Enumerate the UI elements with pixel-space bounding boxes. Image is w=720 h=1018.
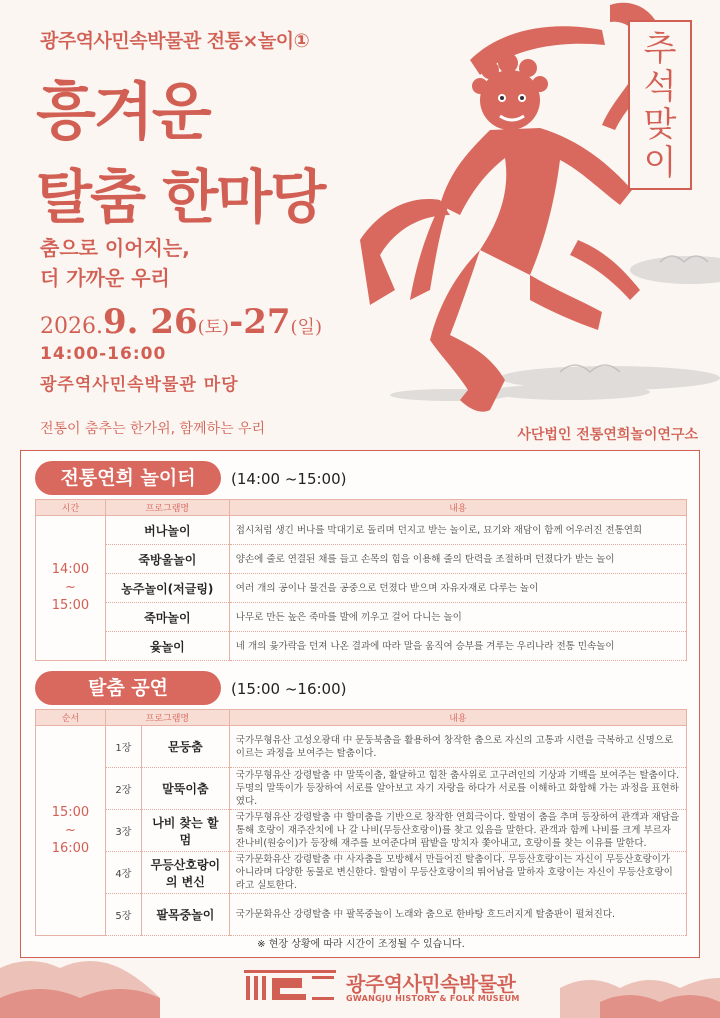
museum-logo-english: GWANGJU HISTORY & FOLK MUSEUM xyxy=(346,994,520,1003)
event-date xyxy=(40,302,322,342)
time-end: 16:00 xyxy=(51,840,90,856)
program-desc: 국가문화유산 강령탈춤 中 사자춤을 모방해서 만들어진 탈춤이다. 무등산호랑이는 자신이 무등산호랑이가 아니라며 다양한 동물로 변신한다. 할멈이 무등산호랑이의 뛰어남을 말하자 호랑이는 자신이 무등산호랑이라고 실토한다. xyxy=(229,852,686,894)
time-start: 14:00 xyxy=(51,562,90,577)
table-row xyxy=(36,516,687,545)
section1-header-row xyxy=(36,500,687,516)
date-dash: - xyxy=(229,302,244,342)
table-row xyxy=(36,768,687,810)
schedule-note: ※ 현장 상황에 따라 시간이 조정될 수 있습니다. xyxy=(257,939,465,950)
museum-logo-korean: 광주역사민속박물관 xyxy=(346,972,516,996)
title-line-2: 탈춤 한마당 xyxy=(36,163,325,231)
vertical-badge xyxy=(628,20,692,190)
section1-time: (14:00 ~15:00) xyxy=(231,470,347,488)
table-row xyxy=(36,574,687,603)
program-name: 나비 찾는 할멈 xyxy=(141,810,229,852)
program-name: 죽방울놀이 xyxy=(105,545,229,574)
table-row xyxy=(36,852,687,894)
section2-title: 탈춤 공연 xyxy=(35,671,221,705)
header-program: 프로그램명 xyxy=(105,710,229,726)
time-end: 15:00 xyxy=(51,598,90,613)
table-row xyxy=(36,726,687,768)
date-end-day: (일) xyxy=(290,317,322,338)
act-number: 4장 xyxy=(105,852,141,894)
program-desc: 국가무형유산 강령탈춤 中 말뚝이춤, 활달하고 힘찬 춤사위로 고구려인의 기상과 기백을 보여주는 탈춤이다. 두명의 말뚝이가 등장하여 서로를 알아보고 자기 자랑을 하다가 서로를 이해하고 화합해 가는 과정을 표현하였다. xyxy=(229,768,686,810)
event-series-subtitle: 광주역사민속박물관 전통×놀이① xyxy=(40,30,310,52)
program-desc: 양손에 줄로 연결된 채를 들고 손목의 힘을 이용해 줄의 탄력을 조절하며 던졌다가 받는 놀이 xyxy=(229,545,686,574)
act-number: 3장 xyxy=(105,810,141,852)
program-desc: 국가무형유산 고성오광대 中 문둥북춤을 활용하여 창작한 춤으로 자신의 고통과 시련을 극복하고 신명으로 이르는 과정을 보여주는 탈춤이다. xyxy=(229,726,686,768)
event-place: 광주역사민속박물관 마당 xyxy=(40,375,239,395)
museum-logo-icon xyxy=(242,968,338,1004)
header-content: 내용 xyxy=(229,500,686,516)
header-order: 순서 xyxy=(36,710,106,726)
header-time: 시간 xyxy=(36,500,106,516)
section2-time-cell xyxy=(36,726,106,936)
date-year: 2026. xyxy=(40,314,103,339)
program-name: 윷놀이 xyxy=(105,632,229,661)
program-desc: 국가무형유산 강령탈춤 中 할미춤을 기반으로 창작한 연희극이다. 할멈이 춤을 추며 등장하여 관객과 재담을 통해 호랑이 재주잔치에 나 갈 나비(무등산호랑이)를 찾고 있음을 말한다. 관객과 함께 나비를 크게 부르자 잔나비(원숭이)가 등장해 재주를 보여준다며 팝밭을 망치자 쫓아내고, 호랑이를 찾는 이유를 말한다. xyxy=(229,810,686,852)
program-desc: 여러 개의 공이나 물건을 공중으로 던졌다 받으며 자유자재로 다루는 놀이 xyxy=(229,574,686,603)
vertical-badge-text: 추석맞이 xyxy=(643,29,677,183)
program-name: 무등산호랑이의 변신 xyxy=(141,852,229,894)
program-name: 농주놀이(저글링) xyxy=(105,574,229,603)
act-number: 1장 xyxy=(105,726,141,768)
date-start-day: (토) xyxy=(197,317,230,338)
act-number: 2장 xyxy=(105,768,141,810)
event-time: 14:00-16:00 xyxy=(40,344,167,364)
section2-header-row xyxy=(36,710,687,726)
time-start: 15:00 xyxy=(51,804,90,820)
section2-time: (15:00 ~16:00) xyxy=(231,680,347,698)
table-row xyxy=(36,603,687,632)
program-desc: 네 개의 윷가락을 던져 나온 결과에 따라 말을 움직여 승부를 겨루는 우리나라 전통 민속놀이 xyxy=(229,632,686,661)
act-number: 5장 xyxy=(105,894,141,936)
program-desc: 국가문화유산 강령탈춤 中 팔목중놀이 노래와 춤으로 한바탕 흐드러지게 탈춤판이 펼쳐진다. xyxy=(229,894,686,936)
title-line-1: 흥겨운 xyxy=(36,75,210,148)
organizer: 사단법인 전통연희놀이연구소 xyxy=(517,427,698,443)
table-row xyxy=(36,632,687,661)
program-panel xyxy=(20,450,700,958)
program-name: 말뚝이춤 xyxy=(141,768,229,810)
time-tilde: ~ xyxy=(65,580,76,595)
tagline-line-2: 더 가까운 우리 xyxy=(40,266,170,290)
section2-table xyxy=(35,709,687,936)
slogan: 전통이 춤추는 한가위, 함께하는 우리 xyxy=(40,421,266,437)
section1-time-cell xyxy=(36,516,106,661)
header-content: 내용 xyxy=(229,710,686,726)
program-desc: 접시처럼 생긴 버나를 막대기로 돌리며 던지고 받는 놀이로, 묘기와 재담이 함께 어우러진 전통연희 xyxy=(229,516,686,545)
program-name: 문둥춤 xyxy=(141,726,229,768)
table-row xyxy=(36,810,687,852)
program-name: 팔목중놀이 xyxy=(141,894,229,936)
section1-title: 전통연희 놀이터 xyxy=(35,461,221,495)
header-program: 프로그램명 xyxy=(105,500,229,516)
table-row xyxy=(36,894,687,936)
tagline-line-1: 춤으로 이어지는, xyxy=(40,236,190,260)
program-name: 죽마놀이 xyxy=(105,603,229,632)
program-name: 버나놀이 xyxy=(105,516,229,545)
section1-table xyxy=(35,499,687,661)
table-row xyxy=(36,545,687,574)
time-tilde: ~ xyxy=(65,822,76,838)
date-start: 9. 26 xyxy=(102,302,198,342)
program-desc: 나무로 만든 높은 죽마를 발에 끼우고 걸어 다니는 놀이 xyxy=(229,603,686,632)
date-end: 27 xyxy=(243,302,291,342)
